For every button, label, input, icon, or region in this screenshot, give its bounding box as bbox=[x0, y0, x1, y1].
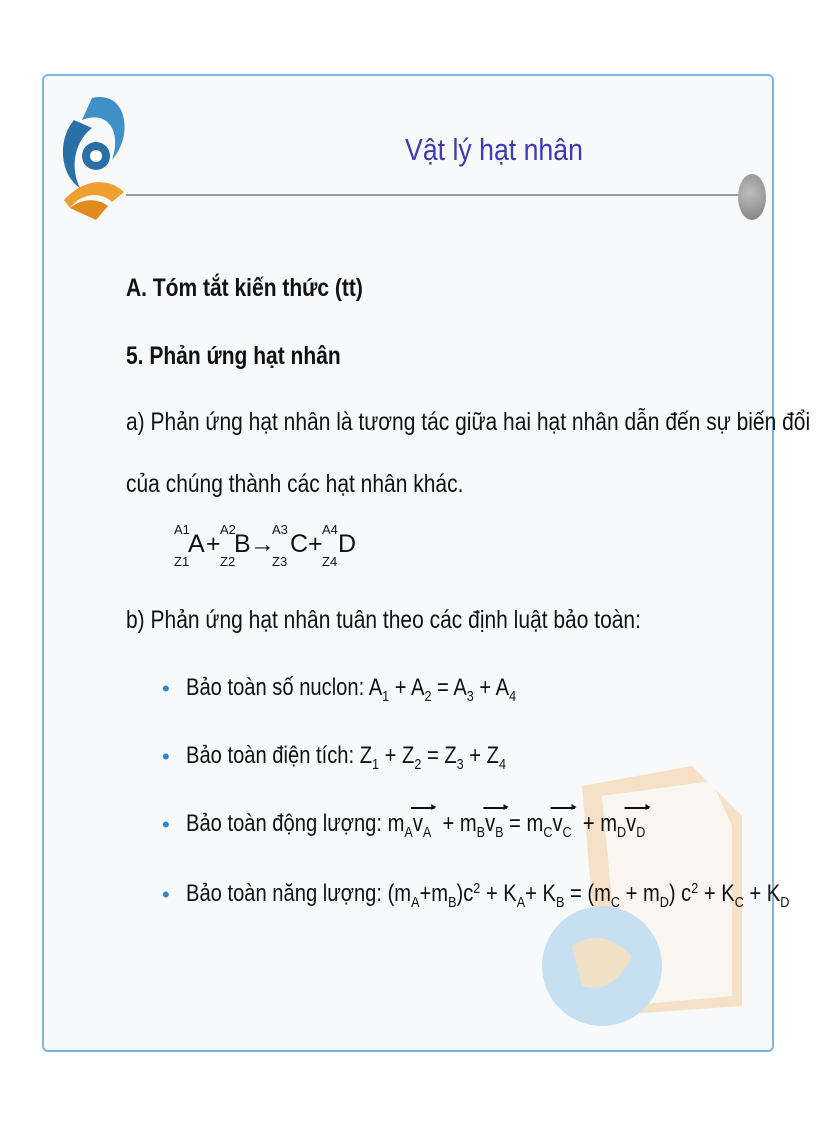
term-d-mass: A4 bbox=[322, 522, 338, 537]
bullet-momentum-conservation bbox=[186, 810, 645, 841]
term-b-symbol: B bbox=[234, 530, 251, 558]
term-a-mass: A1 bbox=[174, 522, 190, 537]
term-a-symbol: A bbox=[188, 530, 205, 558]
nuclear-reaction-equation bbox=[164, 520, 404, 580]
divider-knob bbox=[738, 174, 766, 220]
bullet-label: Bảo toàn số nuclon: bbox=[186, 674, 365, 701]
bullet-icon: • bbox=[162, 882, 170, 907]
title-divider bbox=[126, 194, 744, 196]
plus-sign: + bbox=[206, 530, 221, 558]
bullet-icon: • bbox=[162, 676, 170, 701]
term-c-mass: A3 bbox=[272, 522, 288, 537]
subheading: 5. Phản ứng hạt nhân bbox=[126, 342, 341, 370]
bullet-charge-conservation bbox=[186, 742, 506, 773]
section-heading: A. Tóm tắt kiến thức (tt) bbox=[126, 274, 363, 302]
formula: $(m_A+m_B)c^2 + K_A+ K_B = (m_C + m_D) c^2 + K_C + K_D$ bbox=[387, 880, 790, 911]
paragraph-a-line-2: của chúng thành các hạt nhân khác. bbox=[126, 470, 464, 498]
bullet-nucleon-conservation bbox=[186, 674, 516, 705]
reaction-arrow: → bbox=[250, 530, 275, 558]
term-c-charge: Z3 bbox=[272, 554, 288, 569]
term-c-symbol: C bbox=[290, 530, 309, 558]
term-d-charge: Z4 bbox=[322, 554, 338, 569]
bullet-label: Bảo toàn động lượng: bbox=[186, 810, 382, 837]
company-logo-icon bbox=[52, 80, 136, 226]
bullet-icon: • bbox=[162, 812, 170, 837]
formula: $A_1 + A_2 = A_3 + A_4$ bbox=[368, 674, 517, 705]
formula: $Z_1 + Z_2 = Z_3 + Z_4$ bbox=[359, 742, 506, 773]
slide-frame bbox=[42, 74, 811, 1052]
term-b-mass: A2 bbox=[220, 522, 236, 537]
term-a-charge: Z1 bbox=[174, 554, 190, 569]
paragraph-a-line-1: a) Phản ứng hạt nhân là tương tác giữa hai hạt nhân dẫn đến sự biến đổi bbox=[126, 408, 811, 436]
bullet-icon: • bbox=[162, 744, 170, 769]
bullet-energy-conservation bbox=[186, 880, 789, 911]
term-b-charge: Z2 bbox=[220, 554, 236, 569]
paragraph-b: b) Phản ứng hạt nhân tuân theo các định luật bảo toàn: bbox=[126, 606, 641, 634]
formula: $m_Av_A + m_Bv_B = m_Cv_C + m_Dv_D$ bbox=[387, 810, 646, 841]
bullet-label: Bảo toàn điện tích: bbox=[186, 742, 355, 769]
plus-sign: + bbox=[308, 530, 323, 558]
term-d-symbol: D bbox=[338, 530, 357, 558]
bullet-label: Bảo toàn năng lượng: bbox=[186, 880, 382, 907]
slide-title: Vật lý hạt nhân bbox=[405, 132, 583, 167]
